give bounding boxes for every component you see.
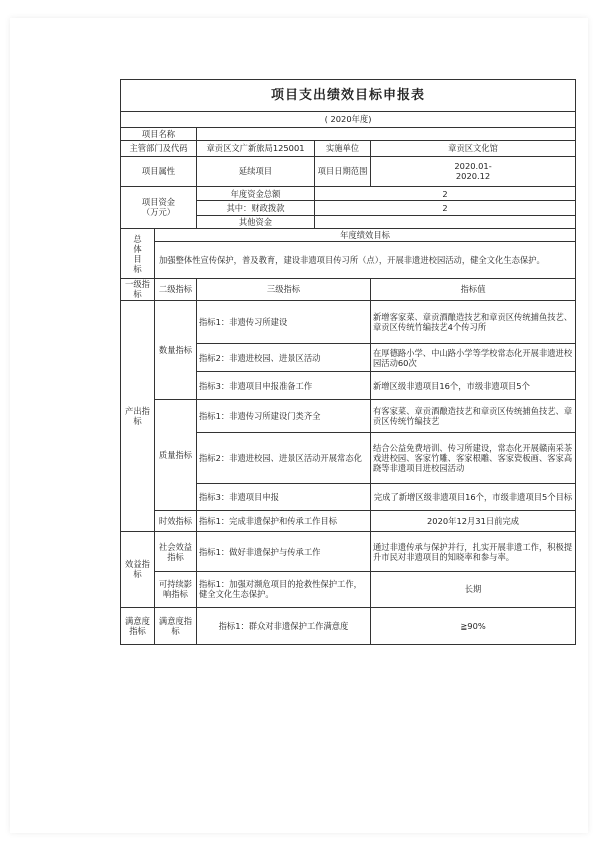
indicator-name: 指标1：加强对濒危项目的抢救性保护工作，健全文化生态保护。 bbox=[197, 572, 371, 607]
indicator-name: 指标1：非遗传习所建设门类齐全 bbox=[197, 400, 371, 433]
funds-total-value: 2 bbox=[315, 186, 576, 201]
indicator-name: 指标1：完成非遗保护和传承工作目标 bbox=[197, 511, 371, 532]
indicator-value: 长期 bbox=[371, 572, 576, 607]
header-level3: 三级指标 bbox=[197, 278, 371, 300]
period-value: 2020.01- 2020.12 bbox=[371, 156, 576, 186]
indicator-name: 指标3：非遗项目申报 bbox=[197, 484, 371, 511]
form-title: 项目支出绩效目标申报表 bbox=[121, 80, 576, 112]
header-level1: 一级指 标 bbox=[121, 278, 155, 300]
sustainable-label: 可持续影 响指标 bbox=[155, 572, 197, 607]
indicator-name: 指标2：非遗进校园、进景区活动 bbox=[197, 344, 371, 372]
output-label: 产出指 标 bbox=[121, 300, 155, 531]
project-name-value bbox=[197, 127, 576, 140]
performance-form-table bbox=[120, 79, 575, 645]
form-year: ( 2020年度) bbox=[121, 112, 576, 128]
indicator-name: 指标1：非遗传习所建设 bbox=[197, 300, 371, 344]
indicator-value: 结合公益免费培训、传习所建设，常态化开展赣南采茶戏进校园、客家竹雕、客家根雕、客家瓷板画、客家高跷等非遗项目进校园活动 bbox=[371, 433, 576, 484]
dept-value: 章贡区文广新旅局125001 bbox=[197, 141, 315, 157]
dept-label: 主管部门及代码 bbox=[121, 141, 197, 157]
header-value: 指标值 bbox=[371, 278, 576, 300]
timeliness-label: 时效指标 bbox=[155, 511, 197, 532]
attr-value: 延续项目 bbox=[197, 156, 315, 186]
funds-fiscal-value: 2 bbox=[315, 201, 576, 216]
indicator-value: 新增客家菜、章贡酒酿造技艺和章贡区传统捕鱼技艺、章贡区传统竹编技艺4个传习所 bbox=[371, 300, 576, 344]
impl-label: 实施单位 bbox=[315, 141, 371, 157]
funds-total-label: 年度资金总额 bbox=[197, 186, 315, 201]
indicator-value: 新增区级非遗项目16个，市级非遗项目5个 bbox=[371, 372, 576, 400]
goal-text: 加强整体性宣传保护，普及教育，建设非遗项目传习所（点），开展非遗进校园活动，健全文化生态保护。 bbox=[155, 241, 576, 278]
funds-label: 项目资金 （万元） bbox=[121, 186, 197, 228]
goal-label: 总 体 目 标 bbox=[121, 229, 155, 279]
satisfaction-sub-label: 满意度指 标 bbox=[155, 607, 197, 644]
satisfaction-label: 满意度 指标 bbox=[121, 607, 155, 644]
quality-label: 质量指标 bbox=[155, 400, 197, 511]
quantity-label: 数量指标 bbox=[155, 300, 197, 400]
indicator-value: 完成了新增区级非遗项目16个，市级非遗项目5个目标 bbox=[371, 484, 576, 511]
project-name-label: 项目名称 bbox=[121, 127, 197, 140]
funds-other-value bbox=[315, 215, 576, 228]
indicator-value: 2020年12月31日前完成 bbox=[371, 511, 576, 532]
indicator-name: 指标3：非遗项目申报准备工作 bbox=[197, 372, 371, 400]
benefit-label: 效益指 标 bbox=[121, 531, 155, 607]
indicator-value: 通过非遗传承与保护并行，扎实开展非遗工作，积极提升市民对非遗项目的知晓率和参与率。 bbox=[371, 531, 576, 571]
indicator-name: 指标1：群众对非遗保护工作满意度 bbox=[197, 607, 371, 644]
indicator-name: 指标2：非遗进校园、进景区活动开展常态化 bbox=[197, 433, 371, 484]
attr-label: 项目属性 bbox=[121, 156, 197, 186]
indicator-value: 有客家菜、章贡酒酿造技艺和章贡区传统捕鱼技艺、章贡区传统竹编技艺 bbox=[371, 400, 576, 433]
indicator-name: 指标1：做好非遗保护与传承工作 bbox=[197, 531, 371, 571]
indicator-value: 在厚德路小学、中山路小学等学校常态化开展非遗进校园活动60次 bbox=[371, 344, 576, 372]
funds-fiscal-label: 其中：财政拨款 bbox=[197, 201, 315, 216]
social-benefit-label: 社会效益 指标 bbox=[155, 531, 197, 571]
indicator-value: ≧90% bbox=[371, 607, 576, 644]
impl-value: 章贡区文化馆 bbox=[371, 141, 576, 157]
goal-header: 年度绩效目标 bbox=[155, 229, 576, 241]
header-level2: 二级指标 bbox=[155, 278, 197, 300]
funds-other-label: 其他资金 bbox=[197, 215, 315, 228]
period-label: 项目日期范围 bbox=[315, 156, 371, 186]
